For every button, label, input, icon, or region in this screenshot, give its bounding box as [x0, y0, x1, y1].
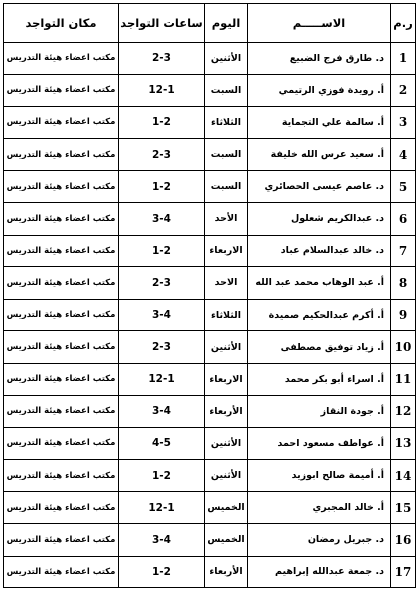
- number-cell: 10: [391, 331, 416, 364]
- number-cell: 9: [391, 299, 416, 331]
- number-cell: 3: [391, 107, 416, 139]
- number-cell: 5: [391, 171, 416, 203]
- table-row: [4, 299, 416, 331]
- header-place: مكان التواجد: [4, 4, 119, 43]
- place-cell: مكتب اعضاء هيئة التدريس: [4, 299, 119, 331]
- name-cell: د. طارق فرج الضبيع: [248, 43, 391, 75]
- hours-cell: 2-3: [119, 43, 205, 75]
- header-hours: ساعات التواجد: [119, 4, 205, 43]
- schedule-sheet: [3, 3, 416, 588]
- place-cell: مكتب اعضاء هيئة التدريس: [4, 331, 119, 364]
- place-cell: مكتب اعضاء هيئة التدريس: [4, 428, 119, 460]
- table-row: [4, 395, 416, 428]
- number-cell: 7: [391, 235, 416, 267]
- number-cell: 17: [391, 556, 416, 588]
- table-row: [4, 202, 416, 235]
- day-cell: الاحد: [205, 267, 248, 300]
- place-cell: مكتب اعضاء هيئة التدريس: [4, 138, 119, 171]
- number-cell: 16: [391, 523, 416, 556]
- name-cell: أ. عبد الوهاب محمد عبد الله: [248, 267, 391, 300]
- name-cell: أ. اسراء أبو بكر محمد: [248, 363, 391, 395]
- place-cell: مكتب اعضاء هيئة التدريس: [4, 202, 119, 235]
- name-cell: أ. أميمة صالح ابوزيد: [248, 459, 391, 492]
- day-cell: الخميس: [205, 492, 248, 524]
- table-row: [4, 492, 416, 524]
- table-row: [4, 428, 416, 460]
- hours-cell: 2-3: [119, 331, 205, 364]
- number-cell: 11: [391, 363, 416, 395]
- number-cell: 15: [391, 492, 416, 524]
- place-cell: مكتب اعضاء هيئة التدريس: [4, 74, 119, 107]
- name-cell: أ. خالد المجبري: [248, 492, 391, 524]
- hours-cell: 1-2: [119, 556, 205, 588]
- place-cell: مكتب اعضاء هيئة التدريس: [4, 523, 119, 556]
- day-cell: الأربعاء: [205, 395, 248, 428]
- name-cell: أ. زياد توفيق مصطفى: [248, 331, 391, 364]
- place-cell: مكتب اعضاء هيئة التدريس: [4, 556, 119, 588]
- name-cell: أ. سالمة علي التجماية: [248, 107, 391, 139]
- name-cell: د. جمعة عبدالله إبراهيم: [248, 556, 391, 588]
- office-hours-table: [3, 3, 416, 588]
- name-cell: د. جبريل رمضان: [248, 523, 391, 556]
- place-cell: مكتب اعضاء هيئة التدريس: [4, 43, 119, 75]
- number-cell: 6: [391, 202, 416, 235]
- table-row: [4, 138, 416, 171]
- hours-cell: 4-5: [119, 428, 205, 460]
- number-cell: 8: [391, 267, 416, 300]
- hours-cell: 1-2: [119, 171, 205, 203]
- table-row: [4, 523, 416, 556]
- day-cell: الأثنين: [205, 459, 248, 492]
- header-name: الاســـــم: [248, 4, 391, 43]
- header-day: اليوم: [205, 4, 248, 43]
- place-cell: مكتب اعضاء هيئة التدريس: [4, 267, 119, 300]
- hours-cell: 3-4: [119, 202, 205, 235]
- day-cell: الاربعاء: [205, 235, 248, 267]
- day-cell: الاربعاء: [205, 363, 248, 395]
- name-cell: أ. جودة النقاز: [248, 395, 391, 428]
- name-cell: د. عبدالكريم شعلول: [248, 202, 391, 235]
- name-cell: أ. رويدة فوزي الرتيمي: [248, 74, 391, 107]
- day-cell: الأثنين: [205, 43, 248, 75]
- day-cell: الأثنين: [205, 428, 248, 460]
- day-cell: الخميس: [205, 523, 248, 556]
- place-cell: مكتب اعضاء هيئة التدريس: [4, 171, 119, 203]
- day-cell: الأحد: [205, 202, 248, 235]
- hours-cell: 1-2: [119, 459, 205, 492]
- header-row: [4, 4, 416, 43]
- table-row: [4, 235, 416, 267]
- place-cell: مكتب اعضاء هيئة التدريس: [4, 235, 119, 267]
- day-cell: الثلاثاء: [205, 107, 248, 139]
- hours-cell: 12-1: [119, 492, 205, 524]
- hours-cell: 1-2: [119, 235, 205, 267]
- day-cell: السبت: [205, 74, 248, 107]
- hours-cell: 2-3: [119, 267, 205, 300]
- hours-cell: 2-3: [119, 138, 205, 171]
- table-row: [4, 74, 416, 107]
- number-cell: 4: [391, 138, 416, 171]
- table-row: [4, 459, 416, 492]
- number-cell: 1: [391, 43, 416, 75]
- table-row: [4, 267, 416, 300]
- place-cell: مكتب اعضاء هيئة التدريس: [4, 395, 119, 428]
- hours-cell: 3-4: [119, 395, 205, 428]
- hours-cell: 12-1: [119, 74, 205, 107]
- table-row: [4, 107, 416, 139]
- name-cell: أ. سعيد عرس الله خليفة: [248, 138, 391, 171]
- number-cell: 12: [391, 395, 416, 428]
- day-cell: الأثنين: [205, 331, 248, 364]
- name-cell: د. خالد عبدالسلام عباد: [248, 235, 391, 267]
- table-row: [4, 556, 416, 588]
- table-row: [4, 43, 416, 75]
- hours-cell: 1-2: [119, 107, 205, 139]
- place-cell: مكتب اعضاء هيئة التدريس: [4, 363, 119, 395]
- table-body: [4, 43, 416, 588]
- table-row: [4, 171, 416, 203]
- number-cell: 14: [391, 459, 416, 492]
- place-cell: مكتب اعضاء هيئة التدريس: [4, 492, 119, 524]
- number-cell: 2: [391, 74, 416, 107]
- table-row: [4, 363, 416, 395]
- hours-cell: 3-4: [119, 523, 205, 556]
- hours-cell: 12-1: [119, 363, 205, 395]
- hours-cell: 3-4: [119, 299, 205, 331]
- place-cell: مكتب اعضاء هيئة التدريس: [4, 459, 119, 492]
- day-cell: السبت: [205, 171, 248, 203]
- name-cell: أ. أكرم عبدالحكيم صميدة: [248, 299, 391, 331]
- day-cell: الثلاثاء: [205, 299, 248, 331]
- name-cell: أ. عواطف مسعود احمد: [248, 428, 391, 460]
- day-cell: الأربعاء: [205, 556, 248, 588]
- number-cell: 13: [391, 428, 416, 460]
- header-number: ر.م: [391, 4, 416, 43]
- day-cell: السبت: [205, 138, 248, 171]
- name-cell: د. عاصم عيسى الحصائري: [248, 171, 391, 203]
- place-cell: مكتب اعضاء هيئة التدريس: [4, 107, 119, 139]
- table-row: [4, 331, 416, 364]
